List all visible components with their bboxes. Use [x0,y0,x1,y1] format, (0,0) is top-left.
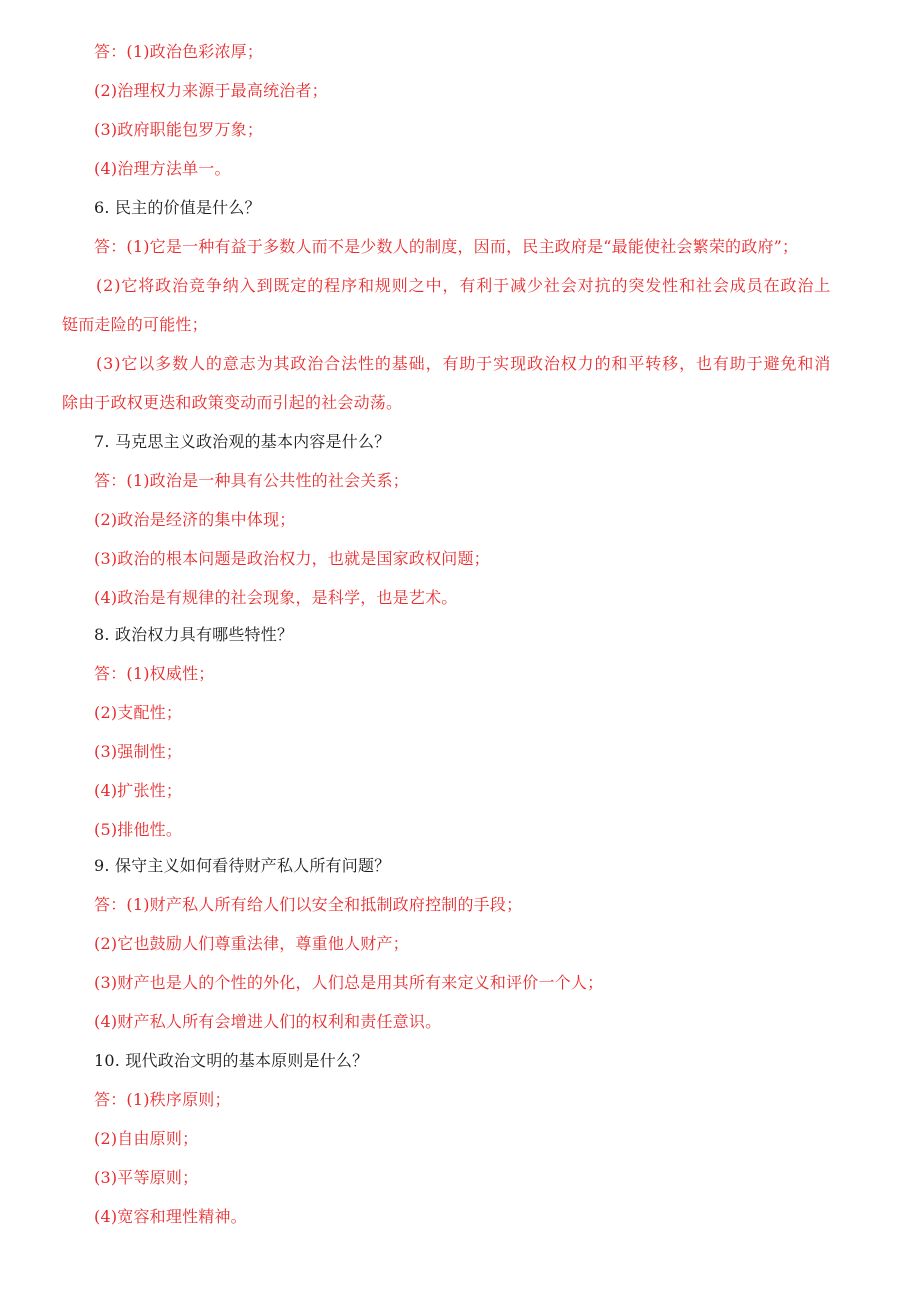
question-10: 10. 现代政治文明的基本原则是什么？ [94,1051,369,1070]
answer-5-item-4: (4)治理方法单一。 [94,159,231,178]
answer-8-item-3: (3)强制性； [94,742,183,761]
answer-7-item-1: 答：(1)政治是一种具有公共性的社会关系； [94,471,409,490]
answer-9-item-4: (4)财产私人所有会增进人们的权利和责任意识。 [94,1012,442,1031]
question-6: 6. 民主的价值是什么？ [94,198,261,217]
answer-9-item-2: (2)它也鼓励人们尊重法律，尊重他人财产； [94,934,409,953]
answer-8-item-4: (4)扩张性； [94,781,183,800]
answer-10-item-4: (4)宽容和理性精神。 [94,1207,247,1226]
answer-5-item-1: 答：(1)政治色彩浓厚； [94,42,264,61]
answer-10-item-2: (2)自由原则； [94,1129,199,1148]
answer-8-item-2: (2)支配性； [94,703,183,722]
answer-8-item-1: 答：(1)权威性； [94,664,215,683]
answer-7-item-2: (2)政治是经济的集中体现； [94,510,296,529]
answer-8-item-5: (5)排他性。 [94,820,183,839]
answer-6-item-2-line-1: (2)它将政治竞争纳入到既定的程序和规则之中，有利于减少社会对抗的突发性和社会成员在政治上 [96,276,832,295]
question-9: 9. 保守主义如何看待财产私人所有问题？ [94,856,391,875]
answer-6-item-1: 答：(1)它是一种有益于多数人而不是少数人的制度，因而，民主政府是“最能使社会繁荣的政府”； [94,237,799,256]
answer-9-item-1: 答：(1)财产私人所有给人们以安全和抵制政府控制的手段； [94,895,523,914]
answer-9-item-3: (3)财产也是人的个性的外化，人们总是用其所有来定义和评价一个人； [94,973,604,992]
answer-6-item-2-line-2: 铤而走险的可能性； [62,315,208,334]
answer-5-item-3: (3)政府职能包罗万象； [94,120,264,139]
answer-5-item-2: (2)治理权力来源于最高统治者； [94,81,328,100]
answer-10-item-1: 答：(1)秩序原则； [94,1090,231,1109]
answer-6-item-3-line-2: 除由于政权更迭和政策变动而引起的社会动荡。 [62,393,403,412]
question-7: 7. 马克思主义政治观的基本内容是什么？ [94,432,391,451]
answer-10-item-3: (3)平等原则； [94,1168,199,1187]
answer-6-item-3-line-1: (3)它以多数人的意志为其政治合法性的基础，有助于实现政治权力的和平转移，也有助于避免和消 [96,354,832,373]
answer-7-item-4: (4)政治是有规律的社会现象，是科学，也是艺术。 [94,588,458,607]
answer-7-item-3: (3)政治的根本问题是政治权力，也就是国家政权问题； [94,549,490,568]
question-8: 8. 政治权力具有哪些特性？ [94,625,294,644]
